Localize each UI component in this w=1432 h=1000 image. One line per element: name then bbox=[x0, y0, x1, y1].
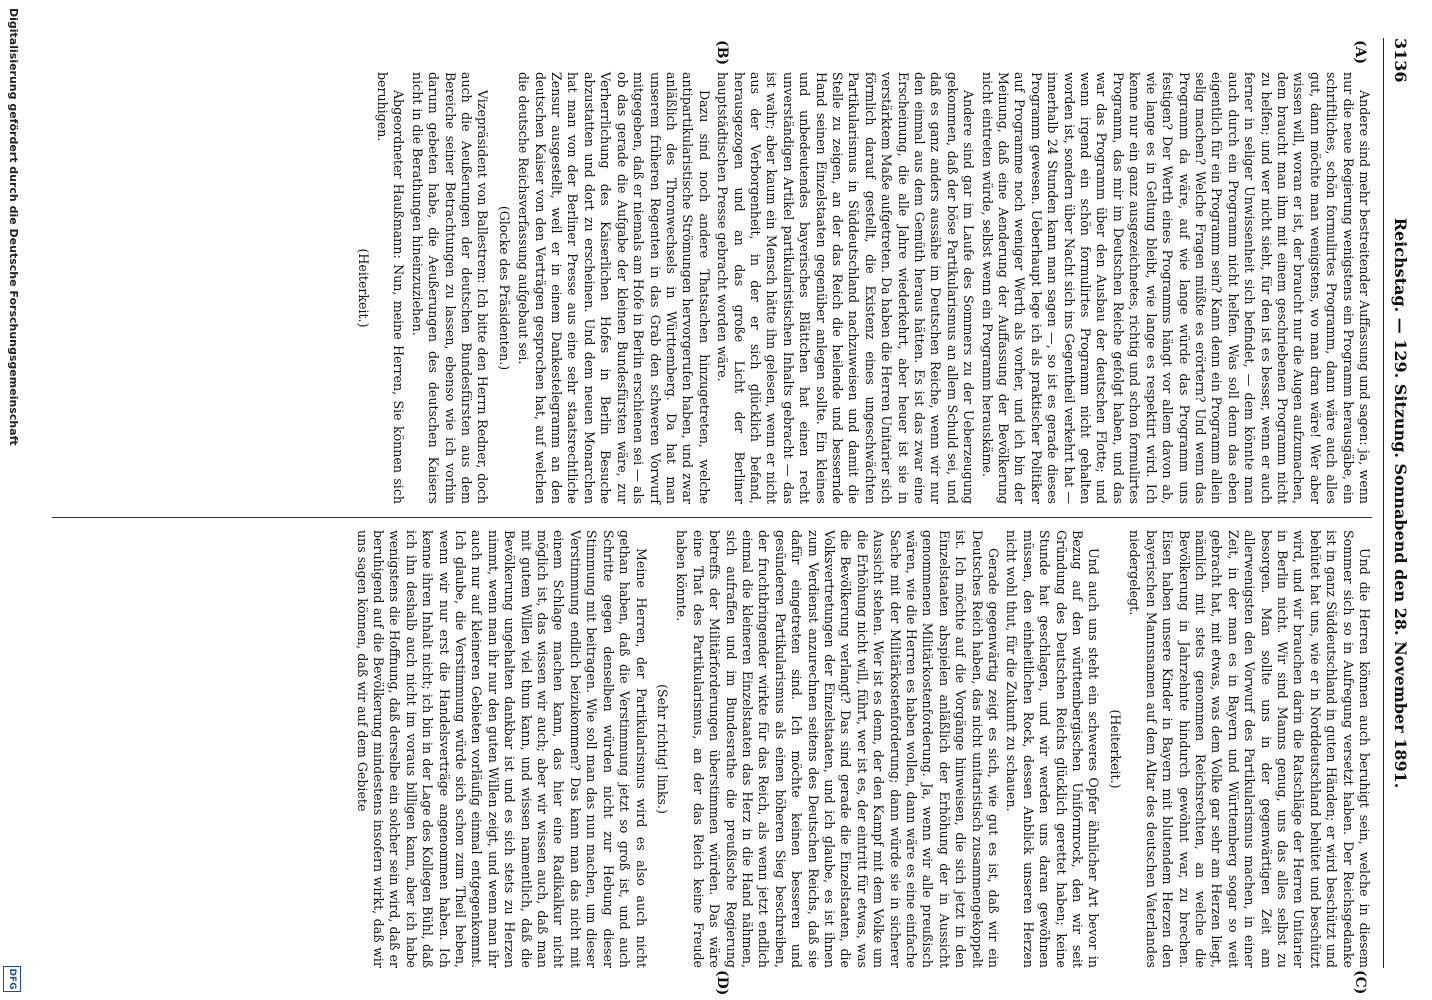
paragraph: Andere sind gar im Laufe des Sommers zu der Ueberzeugung gekommen, daß der böse Partikularismus an allem Schuld sei, und daß es ganz anders aussähe im Deutschen Reiche, wenn wir nur den einmal aus dem Gemüth heraus hätten. Es ist das zwar eine Erscheinung, die alle Jahre wiederkehrt, aber heuer ist sie in verstärktem Maße aufgetreten. Da haben die Herren Unitarier sich förmlich darauf gestellt, die Existenz eines ungeschwächten Partikularismus in Süddeutschland nachzuweisen und damit die Stelle zu zeigen, an der das Reich die heilende und bessernde Hand seinen Einzelstaaten gegenüber anlegen sollte. Ein kleines und unbedeutendes bayerisches Blättchen hat einen recht unverständigen Artikel partikularistischen Inhalts gebracht — das ist wahr; aber kaum ein Mensch hätte ihn gelesen, wenn er nicht aus der Verborgenheit, in der er sich glücklich befand, herausgezogen und an das große Licht der Berliner hauptstädtischen Presse gebracht worden wäre. bbox=[715, 72, 977, 504]
margin-marker-c: (C) bbox=[1352, 970, 1368, 995]
stage-direction: (Glocke des Präsidenten.) bbox=[496, 205, 512, 371]
paragraph: Meine Herren, der Partikularismus wird es also auch nicht gethan haben, daß die Verstimmung jetzt so groß ist, und auch Schritte gegen denselben würden nicht zur Hebung dieser Stimmung mit beitragen. Wie soll man das nun machen, um dieser Verstimmung endlich beizukommen? Das kann man das nicht mit einem Schlage machen kann, das hier eine Radikalkur nicht möglich ist, das wissen wir auch; aber wir wissen auch, daß man mit gutem Willen viel thun kann, und wissen namentlich, daß die Bevölkerung ungehalten dankbar ist und es sich stets zu Herzen nimmt, wenn man ihr nur den guten Willen zeigt, und wenn man ihr auch nur auf kleineren Gebieten vorläufig einmal entgegenkommt. Ich glaube, die Verstimmung würde sich schon zum Theil heben, wenn wir nur erst die Handelsverträge angenommen haben. Ich kenne ihren Inhalt nicht; ich bin in der Lage des Kollegen Bühl, daß ich ihn deshalb auch nicht im voraus billigen kann, aber ich habe wenigstens die Hoffnung, daß derselbe ein solcher sein wird, daß er beruhigend auf die Bevölkerung mindestens insofern wirkt, daß wir uns sagen können, daß wir auf dem Gebiete bbox=[354, 530, 649, 968]
margin-marker-d: (D) bbox=[714, 970, 730, 996]
paragraph: Und die Herren können auch beruhigt sein, welche in diesem Sommer sich so in Aufregung versetzt haben. Der Reichsgedanke ist in ganz Süddeutschland in guten Händen; er wird beschützt und behütet hat uns, wie er in Norddeutschland behütet und beschützt wird, und wir brauchen darin die Ratschläge der Herren Unitarier in Berlin nicht. Wir sind Manns genug, uns das alles selbst zu besorgen. Man sollte uns in der gegenwärtigen Zeit am allerwenigsten den Vorwurf des Partikularismus machen, in einer Zeit, in der man es in Bayern und Württemberg sogar so weit gebracht hat, mit etwas, was dem Volke gar sehr am Herzen liegt, nämlich mit stets genommen Reichsrechten, an welche die Bevölkerung in Jahrzehnte hindurch gewöhnt war, zu brechen. Eisen haben unsere Kinder in Bayern mit blutendem Herzen den bayerischen Mannsnamen auf dem Altar des deutschen Vaterlandes niedergelegt. bbox=[1127, 530, 1372, 968]
paragraph: Und auch uns steht ein schweres Opfer ähnlicher Art bevor in Bezug auf den württembergischen Uniformrock, den wir seit Gründung des Deutschen Reichs glücklich gerettet haben; keine Stunde hat geschlagen, und wir werden uns daran gewöhnen müssen, den einheitlichen Rock, dessen Anblick unseren Herzen nicht wohl thut, für die Zukunft zu schauen. bbox=[1004, 530, 1102, 968]
paragraph: Dazu sind noch andere Thatsachen hinzugetreten, welche antipartikularistische Strömungen hervorgerufen haben, und zwar anläßlich des Thronwechsels in Württemberg. Da hat man unserem früheren Regenten in das Grab den schweren Vorwurf mitgegeben, daß er niemals am Hofe in Berlin erschienen sei — als ob das gerade die Aufgabe der kleinen Bundesfürsten wäre, zur Verherrlichung des Kaiserlichen Hofes in Berlin Besuche abzustatten und dort zu erscheinen. Und dem neuen Monarchen hat man von der Berliner Presse aus eine sehr staatsrechtliche Zensur ausgestellt, weil er in einem Dankestelegramm an den deutschen Kaiser von den Verträgen gesprochen hat, auf welchen die deutsche Reichsverfassung aufgebaut sei. bbox=[516, 72, 712, 504]
dfg-logo-icon: DFG bbox=[3, 966, 21, 992]
page-title: Reichstag. — 129. Sitzung. Sonnabend den 28. November 1891. bbox=[1391, 217, 1410, 789]
paragraph: Andere sind mehr bestreitender Auffassung und sagen: ja, wenn nur die neue Regierung wenigstens ein Programm herausgäbe, ein schriftliches, schön formulirtes Programm, dann wäre auch alles gut, dann möchte man wenigstens, wo man dran wäre! Wer aber wissen will, woran er ist, der braucht nur die Augen aufzumachen, dem braucht man ihm mit einem geschriebenen Programm nicht zu helfen; und wer nicht sieht, für den ist es besser, wenn er auch ferner in seliger Unwissenheit sich befindet, — dem könnte man auch durch ein Programm nicht helfen. Was soll denn das eben eigentlich für ein Programm sein? Kann denn ein Programm allein selig machen? Welche Fragen müßte es erörtern? Und wenn das Programm da wäre, auf wie lange würde das Programm uns festigen? Der Werth eines Programms hängt vor allem davon ab, wie lange es in Geltung bleibt, wie lange es respektirt wird. Ich kenne nur ein ganz ausgezeichnetes, richtig und schon formulirtes Programm, das mir im Deutschen Reiche gefolgt haben, und das war das Programm über den Ausbau der deutschen Flotte; und wenn irgend ein schön formulirtes Programm nicht gehalten worden ist, sondern über Nacht sich ins Gegentheil verkehrt hat — innerhalb 24 Stunden kann man sagen —, so ist es gerade dieses Programm gewesen. Ueberhaupt lege ich als praktischer Politiker auf Programme noch weniger Werth als vorher, und ich bin der Meinung, daß eine Aenderung der Auffassung der Bevölkerung nicht eintreten würde, selbst wenn ein Programm herauskäme. bbox=[979, 72, 1372, 504]
digitization-footer bbox=[2, 0, 22, 1000]
paragraph: Gerade gegenwärtig zeigt es sich, wie gut es ist, daß wir ein Deutsches Reich haben, das nicht unitaristisch zusammengekoppelt ist. Ich möchte auf die Vorgänge hinweisen, die sich jetzt in den Einzelstaaten abspielen anläßlich der Erhöhung der in Aussicht genommenen Militärkostenforderung. Ja, wenn wir alle preußisch wären, wie die Herren es haben wollen, dann wäre es eine einfache Sache mit der Militärkostenforderung; dann würde sie in sicherer Aussicht stehen. Wer ist es denn, der den Kampf mit dem Volke um die Erhöhung nicht will, führt, wer ist es, der eintritt für etwas, was die Bevölkerung verlangt? Das sind gerade die Einzelstaaten, die Volksvertretungen der Einzelstaaten, und ich glaube, es ist ihnen zum Verdienst anzurechnen seitens des Deutschen Reichs, daß sie dafür eingetreten sind. Ich möchte keinen besseren und gesünderen Partikularismus als einen höheren Sieg beschreiben, der fruchtbringender wirkte für das Reich, als wenn jetzt endlich einmal die kleineren Einzelstaaten das Herz in die Hand nähmen, sich aufraffen und im Bundesrathe die preußische Regierung betreffs der Militärforderungen überstimmen würden. Das wäre eine That des Partikularismus, an der das Reich keine Freude haben könnte. bbox=[674, 530, 1002, 968]
margin-marker-a: (A) bbox=[1352, 40, 1368, 65]
margin-marker-b: (B) bbox=[714, 40, 730, 66]
stage-direction: (Heiterkeit.) bbox=[1107, 709, 1123, 789]
paragraph: Vizepräsident von Ballestrem: Ich bitte den Herrn Redner, doch auch die Aeußerungen der deutschen Bundesfürsten aus dem Bereiche seiner Betrachtungen zu lassen, ebenso wie ich vorhin darum gebeten habe, die Aeußerungen des deutschen Kaisers nicht in die Berathungen hineinzuziehen. bbox=[409, 72, 491, 504]
stage-direction: (Sehr richtig! links.) bbox=[654, 684, 670, 814]
right-column bbox=[82, 530, 1372, 968]
paragraph: Abgeordneter Haußmann: Nun, meine Herren, Sie können sich beruhigen. bbox=[375, 72, 407, 504]
stage-direction: (Heiterkeit.) bbox=[355, 248, 371, 328]
page-number: 3136 bbox=[1391, 38, 1410, 83]
column-divider bbox=[52, 517, 1372, 518]
page-header bbox=[1383, 38, 1414, 968]
funding-credit: Digitalisierung gefördert durch die Deutsche Forschungsgemeinschaft bbox=[7, 8, 20, 446]
left-column bbox=[82, 72, 1372, 504]
